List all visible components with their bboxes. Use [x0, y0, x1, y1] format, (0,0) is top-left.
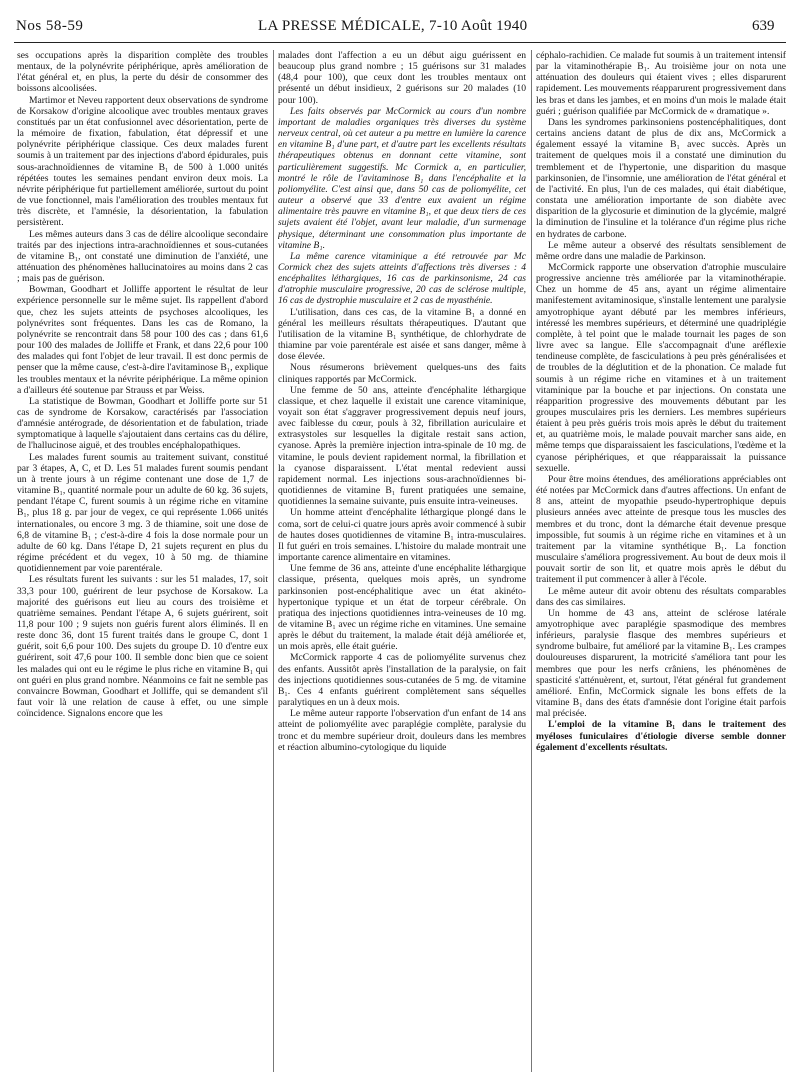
issue-number: Nos 58-59 — [16, 18, 84, 34]
paragraph: Bowman, Goodhart et Jolliffe apportent le résultat de leur expérience personnelle sur le même sujet. Ils rappellent d'abord que, chez les sujets atteints de psychoses alcooliques, les polynévrites sont fréquentes. Dans les cas de Romano, la polynévrite se rencontrait dans 58 pour 100 des cas ; dans 61,6 pour 100 des malades de Jolliffe et Frank, et dans 22,6 pour 100 des malades qui font l'objet de leur travail. Il est donc permis de penser que la même cause, c'est-à-dire l'avitaminose B₁, explique les troubles mentaux et la névrite périphérique. La même opinion a d'ailleurs été soutenue par Strauss et par Weiss. — [17, 284, 268, 396]
paragraph: Les malades furent soumis au traitement suivant, constitué par 3 étapes, A, C, et D. Les 51 malades furent soumis pendant un à trente jours à un régime contenant une dose de 1,7 de vitamine B₁, quantité normale pour un adulte de 60 kg. 36 sujets, pendant l'étape C, furent soumis à un régime riche en vitamine B₁, plus 18 g. par jour de vegex, ce qui représente 1.066 unités internationales, ou encore 3 mg. 3 de thiamine, soit une dose de 6,8 de vitamine B₁ ; c'est-à-dire 4 fois la dose normale pour un adulte de 60 kg. Dans l'étape D, 21 sujets reçurent en plus du régime précédent et du vegex, 10 à 50 mg. de thiamine quotidiennement par voie parentérale. — [17, 451, 268, 575]
paragraph: Le même auteur dit avoir obtenu des résultats comparables dans des cas similaires. — [536, 585, 786, 608]
text-column-right — [536, 50, 786, 1072]
paragraph: Dans les syndromes parkinsoniens postencéphalitiques, dont certains anciens datant de plus de dix ans, McCormick a également essayé la vitamine B₁ avec succès. Après un traitement de quelques mois il a constaté une diminution du tremblement et de l'hypertonie, une disparition du masque parkinsonien, de l'insomnie, une amélioration de l'état général et de l'activité. En plus, l'un de ces malades, qui était diabétique, constata une amélioration importante de son diabète avec disparition de la glycosurie et diminution de la glycémie, malgré la diminution de l'insuline et la tolérance d'un régime plus riche en hydrates de carbone. — [536, 116, 786, 240]
paragraph: Pour être moins étendues, des améliorations appréciables ont été notées par McCormick dans d'autres affections. Un enfant de 8 ans, atteint de myopathie pseudo-hypertrophique depuis plusieurs années avec atteinte de presque tous les muscles des membres et du tronc, dont la démarche était devenue presque impossible, fut soumis à un régime riche en vitamines et à un traitement par la vitamine synthétique B₁. La fonction musculaire s'améliora progressivement. Au bout de deux mois il pouvait sortir de son lit, et quatre mois après le début du traitement il put commencer à aller à l'école. — [536, 473, 786, 586]
paragraph: céphalo-rachidien. Ce malade fut soumis à un traitement intensif par la vitaminothérapie B₁. Au troisième jour on nota une atténuation des douleurs qui étaient vives ; elles disparurent rapidement. Les mouvements réapparurent progressivement dans les bras et dans les jambes, et en moins d'un mois le malade était guéri ; guérison qualifiée par McCormick de « dramatique ». — [536, 50, 786, 117]
paragraph: L'utilisation, dans ces cas, de la vitamine B₁ a donné en général les meilleurs résultats thérapeutiques. D'autant que l'utilisation de la vitamine B₁ synthétique, de chlorhydrate de thiamine par voie parentérale est aisée et sans danger, même à dose élevée. — [278, 306, 526, 363]
paragraph: La statistique de Bowman, Goodhart et Jolliffe porte sur 51 cas de syndrome de Korsakow, caractérisés par l'association d'amnésie antérograde, de désorientation et de fabulation, triade symptomatique à laquelle s'ajoutaient dans certains cas du délire, de l'hallucinose aiguë, et des troubles encéphalopathiques. — [17, 395, 268, 452]
paragraph: Le même auteur a observé des résultats sensiblement de même ordre dans une maladie de Parkinson. — [536, 239, 786, 262]
paragraph: ses occupations après la disparition complète des troubles mentaux, de la polynévrite périphérique, après amélioration de l'état général et, en plus, la perte du désir de consommer des boissons alcoolisées. — [17, 50, 268, 95]
publication-title: LA PRESSE MÉDICALE, 7-10 Août 1940 — [258, 18, 528, 34]
paragraph: malades dont l'affection a eu un début aigu guérissent en beaucoup plus grand nombre ; 15 guérisons sur 31 malades (48,4 pour 100), que ceux dont les troubles mentaux ont présenté un début insidieux, 2 guérisons sur 20 malades (10 pour 100). — [278, 50, 526, 106]
column-separator-2 — [531, 50, 532, 1072]
text-column-middle — [278, 50, 526, 1072]
paragraph: McCormick rapporte une observation d'atrophie musculaire progressive ancienne très améliorée par la vitaminothérapie. Chez un homme de 45 ans, ayant un régime alimentaire manifestement avitaminosique, s'installe lentement une paralysie amyotrophique ayant débuté par les membres inférieurs, intéressé les membres supérieurs, et déterminé une quadriplégie complète, à tel point que le malade tournait les pages de son livre avec sa langue. Elle s'accompagnait d'une aréflexie tendineuse complète, de fasciculations à peu près généralisées et de troubles de la déglutition et de la phonation. Ce malade fut soumis à un régime riche en vitamines et à un traitement vitaminique par la bouche et par injections. On constata une réapparition progressive des mouvements débutant par les groupes musculaires pris les derniers. Les membres supérieurs étaient à peu près guéris trois mois après le début du traitement et, au quatrième mois, le malade pouvait marcher sans aide, en même temps que disparaissaient les fasciculations, l'œdème et la cyanose périphériques, et que réapparaissait la puissance sexuelle. — [536, 261, 786, 474]
page-number: 639 — [752, 18, 775, 34]
paragraph: Nous résumerons brièvement quelques-uns des faits cliniques rapportés par McCormick. — [278, 362, 526, 385]
paragraph: Les mêmes auteurs dans 3 cas de délire alcoolique secondaire traités par des injections intra-arachnoïdiennes et sous-cutanées de vitamine B₁, ont constaté une diminution de l'anxiété, une atténuation des phénomènes hallucinatoires au moins dans 2 cas ; mais pas de guérison. — [17, 228, 268, 285]
paragraph: Martimor et Neveu rapportent deux observations de syndrome de Korsakow d'origine alcoolique avec troubles mentaux graves constitués par un état confusionnel avec désorientation, perte de la mémoire de fixation, fabulation, état dépressif et une polynévrite périphérique classique. Ces deux malades furent soumis à un traitement par des injections d'abord épidurales, puis sous-arachnoïdiennes de vitamine B₁ de 500 à 1.000 unités répétées toutes les semaines pendant environ deux mois. La névrite périphérique fut partiellement améliorée, surtout du point de vue fonctionnel, mais l'amélioration des troubles mentaux fut très discrète, et l'amnésie, la désorientation, la fabulation persistèrent. — [17, 94, 268, 229]
text-column-left — [17, 50, 268, 1072]
paragraph: Le même auteur rapporte l'observation d'un enfant de 14 ans atteint de poliomyélite avec paraplégie complète, paralysie du tronc et du membre supérieur droit, douleurs dans les membres et réaction albumino-cytologique du liquide — [278, 708, 526, 753]
paragraph: Un homme de 43 ans, atteint de sclérose latérale amyotrophique avec paraplégie spasmodique des membres inférieurs, paralysie flasque des membres supérieurs et syndrome bulbaire, fut amélioré par la vitamine B₁. Les crampes douloureuses disparurent, la motricité s'améliora tant pour les membres que pour les nerfs crâniens, les phénomènes de spasticité s'atténuèrent, et, surtout, l'état général fut grandement amélioré. Enfin, McCormick signale les bons effets de la vitamine B₁ dans des états d'amnésie dont l'origine était parfois mal précisée. — [536, 607, 786, 720]
header-rule — [14, 42, 786, 43]
page-header — [0, 0, 800, 44]
paragraph: Une femme de 50 ans, atteinte d'encéphalite léthargique classique, et chez laquelle il existait une carence vitaminique, voyait son état s'aggraver progressivement depuis neuf jours, avec faiblesse du cœur, pouls à 32, fibrillation auriculaire et extrasystoles sur lesquelles la digitale restait sans action, cyanose. Après la première injection intra-spinale de 10 mg. de vitamine, le pouls devient rapidement normal, la fibrillation et la cyanose disparaissent. L'état mental redevient aussi rapidement normal. Les injections sous-arachnoïdiennes bi-quotidiennes de vitamine B₁ furent pratiquées une semaine, quotidiennes la semaine suivante, puis ensuite intra-veineuses. — [278, 384, 526, 508]
paragraph: Un homme atteint d'encéphalite léthargique plongé dans le coma, sort de celui-ci quatre jours après avoir commencé à subir de hautes doses quotidiennes de vitamine B₁ intra-musculaires. Il fut guéri en trois semaines. L'histoire du malade montrait une importante carence alimentaire en vitamines. — [278, 507, 526, 564]
paragraph: La même carence vitaminique a été retrouvée par Mc Cormick chez des sujets atteints d'affections très diverses : 4 encéphalites léthargiques, 16 cas de parkinsonisme, 24 cas d'atrophie musculaire progressive, 20 cas de sclérose multiple, 16 cas de dystrophie musculaire et 2 cas de myasthénie. — [278, 250, 526, 307]
paragraph: Les résultats furent les suivants : sur les 51 malades, 17, soit 33,3 pour 100, guérirent de leur psychose de Korsakow. La majorité des guérisons eut lieu au cours des troisième et quatrième semaines. Pendant l'étape A, 6 sujets guérirent, soit 11,8 pour 100 ; 9 sujets non guéris furent alors éliminés. Il en reste donc 36, dont 15 furent traités dans le groupe C, dont 1 guérit, soit 6,6 pour 100. Des sujets du groupe D. 10 d'entre eux guérirent, soit 47,6 pour 100. Il semble donc bien que ce soient les malades qui ont eu le régime le plus riche en vitamine B₁ qui ont guéri en plus grand nombre. Néanmoins ce fait ne semble pas convaincre Bowman, Goodhart et Jolliffe, qui se demandent s'il faut voir là une relation de cause à effet, ou une simple coïncidence. Signalons encore que les — [17, 574, 268, 720]
paragraph: McCormick rapporte 4 cas de poliomyélite survenus chez des enfants. Aussitôt après l'installation de la paralysie, on fait des injections quotidiennes sous-cutanées de 5 mg. de vitamine B₁. Ces 4 enfants guérirent complètement sans séquelles paralytiques en un à deux mois. — [278, 652, 526, 709]
paragraph: L'emploi de la vitamine B₁ dans le traitement des myéloses funiculaires d'étiologie diverse semble donner également d'excellents résultats. — [536, 719, 786, 753]
column-separator-1 — [273, 50, 274, 1072]
paragraph: Les faits observés par McCormick au cours d'un nombre important de maladies organiques très diverses du système nerveux central, où cet auteur a pu mettre en lumière la carence en vitamine B₁ d'une part, et d'autre part les excellents résultats thérapeutiques obtenus en donnant cette vitamine, sont particulièrement suggestifs. Mc Cormick a, en particulier, montré le rôle de l'avitaminose B₁ dans l'encéphalite et la poliomyélite. C'est ainsi que, dans 50 cas de poliomyélite, cet auteur a observé que 33 d'entre eux avaient un régime alimentaire très pauvre en vitamine B₁, et que deux tiers de ces sujets avaient été l'objet, avant leur maladie, d'un surmenage physique, déterminant une consommation plus importante de vitamine B₁. — [278, 105, 526, 251]
paragraph: Une femme de 36 ans, atteinte d'une encéphalite léthargique classique, présenta, quelques mois après, un syndrome parkinsonien post-encéphalitique avec un état akinéto-hypertonique typique et un état de torpeur cérébrale. On pratiqua des injections quotidiennes intra-veineuses de 10 mg. de vitamine B₁ avec un régime riche en vitamines. Une semaine après le début du traitement, la malade était déjà améliorée et, un mois après, elle était guérie. — [278, 563, 526, 653]
